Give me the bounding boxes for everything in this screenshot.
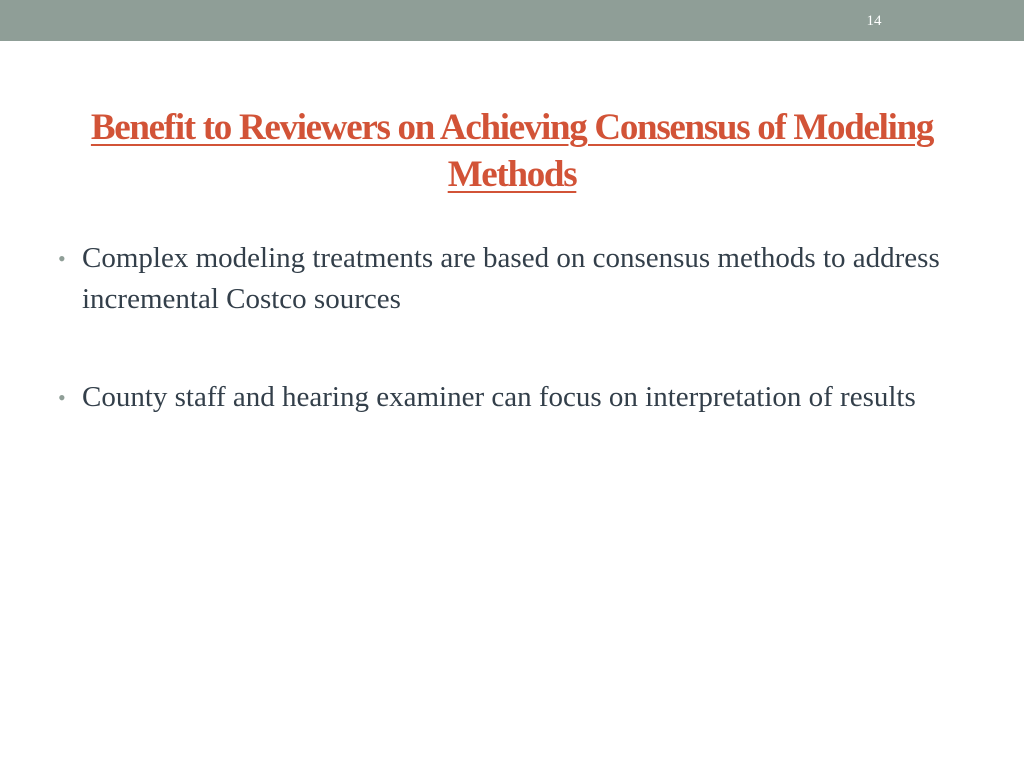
slide-number: 14 [866,13,882,29]
top-bar [0,0,1024,41]
bullet-icon: • [58,246,66,271]
bullet-list [58,238,958,475]
bullet-item [58,377,958,418]
slide-title: Benefit to Reviewers on Achieving Consensus of Modeling Methods [90,107,934,195]
bullet-item [58,238,958,320]
bullet-text: Complex modeling treatments are based on consensus methods to address incremental Costco sources [82,242,940,315]
bullet-icon: • [58,385,66,410]
bullet-text: County staff and hearing examiner can focus on interpretation of results [82,381,916,413]
